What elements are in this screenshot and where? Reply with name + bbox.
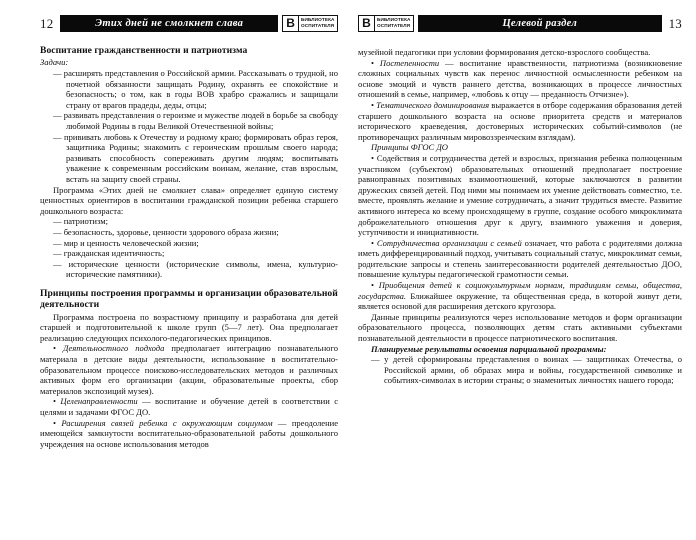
list-item: — гражданская идентичность;: [40, 248, 338, 259]
principles-list-right: [358, 58, 682, 143]
body-left: [40, 45, 338, 449]
principles-list-left: [40, 343, 338, 449]
page-number-left: 12: [40, 15, 54, 31]
principle-text: означает, что работа с родителями должна иметь дифференцированный подход, учитывать социальный статус, микроклимат семьи, родительские запросы и степень заинтересованности родителей деятельностью ДОО, повышение культуры педагогической грамотности семьи.: [358, 237, 682, 280]
list-item: [358, 280, 682, 312]
methods-paragraph: Данные принципы реализуются через использование методов и форм организации образовательного процесса, позволяющих детям стать активными субъектами познавательной деятельности в процессе патриотического воспитания.: [358, 311, 682, 344]
list-item: — патриотизм;: [40, 216, 338, 227]
list-item: [358, 100, 682, 142]
logo-line-1: БИБЛИОТЕКА: [301, 17, 335, 23]
principle-term: Содействия и сотрудничества детей и взрослых, признания ребенка полноценным участником (субъектом) образовательных отношений: [358, 152, 682, 174]
running-head-right: [358, 8, 682, 38]
running-title-right: Целевой раздел: [502, 17, 578, 29]
logo-line-1: БИБЛИОТЕКА: [377, 17, 411, 23]
list-item: [358, 153, 682, 238]
tasks-label: Задачи:: [40, 57, 69, 68]
principles-intro-paragraph: Программа построена по возрастному принципу и разработана для детей старшей и подготовительной к школе групп (5—7 лет). Она предполагает реализацию следующих психолого-педагогических принципов.: [40, 311, 338, 343]
continuation-paragraph: музейной педагогики при условии формирования детско-взрослого сообщества.: [358, 47, 651, 57]
list-item: [40, 418, 338, 450]
running-title-bar-left: [60, 15, 278, 32]
principle-term: Деятельностного подхода: [63, 343, 165, 354]
principle-text: — воспитание и обучение детей в соответствии с целями и задачами ФГОС ДО.: [40, 396, 338, 418]
principle-term: Сотрудничества организации с семьей: [376, 237, 522, 248]
list-item: [358, 238, 682, 280]
fgos-subheading: Принципы ФГОС ДО: [371, 142, 448, 153]
planned-results-list: [358, 354, 682, 386]
values-list: [40, 216, 338, 280]
principle-text: предполагает интеграцию познавательного материала в детские виды деятельности, использование в воспитательно-образовательном процессе поисково-исследовательских методов и различных активных форм его организации (акции, образовательные проекты, сбор материалов экспозиций музея).: [40, 343, 338, 396]
page-right: [348, 0, 696, 540]
list-item: [40, 343, 338, 396]
list-item: — безопасность, здоровье, ценности здорового образа жизни;: [40, 227, 338, 238]
principle-term: Тематического доминирования: [376, 99, 490, 110]
logo-wordmark: [375, 16, 413, 31]
page-number-right: 13: [668, 15, 682, 31]
tasks-list: [40, 68, 338, 185]
list-item: — у детей сформированы представления о воинах — защитниках Отечества, о Российской армии, об образах мира и войны, государственной символике и событиях-символах в истории страны; о знаменитых личностях нашего города;: [358, 354, 682, 386]
logo-line-2: ОСПИТАТЕЛЯ: [301, 23, 335, 28]
list-item: [40, 396, 338, 417]
section-heading-principles: Принципы построения программы и организации образовательной деятельности: [40, 287, 338, 311]
logo-line-2: ОСПИТАТЕЛЯ: [377, 23, 411, 28]
list-item: — мир и ценность человеческой жизни;: [40, 238, 338, 249]
list-item: — прививать любовь к Отечеству и родному краю; формировать образ героя, защитника Родины; знакомить с героическим прошлым своего народа; развивать способность сопереживать другим людям; воспитывать уважение к современным российским воинам, желание, став взрослым, встать на защиту своей страны.: [40, 132, 338, 185]
running-title-bar-right: [418, 15, 662, 32]
logo-letter-v: В: [283, 16, 299, 31]
publisher-logo-right: [358, 15, 414, 32]
principle-text: — преодоление имеющейся замкнутости воспитательно-образовательной работы дошкольного учреждения на основе использования методов: [40, 417, 339, 449]
principle-text: Ближайшее окружение, та общественная среда, в которой живут дети, является основой для расширения детского кругозора.: [358, 290, 682, 312]
fgos-principles-list: [358, 153, 682, 312]
section-heading-patriotism: Воспитание гражданственности и патриотизма: [40, 45, 248, 56]
principle-text: выражается в отборе содержания образования детей старшего дошкольного возраста на основе приоритета средств и материалов исторического краеведения, достоверных исторических событий-символов (не противоречащих различным мировоззренческим взглядам).: [358, 99, 682, 142]
principle-term: Целенаправленности: [60, 396, 138, 407]
list-item: [358, 58, 682, 100]
list-item: — развивать представления о героизме и мужестве людей в борьбе за свободу любимой Родины в годы Великой Отечественной войны;: [40, 110, 338, 131]
principle-term: Постепенности: [379, 57, 440, 68]
running-title-left: Этих дней не смолкнет слава: [95, 17, 244, 29]
program-intro-paragraph: Программа «Этих дней не смолкнет слава» определяет единую систему ценностных ориентиров в воспитании гражданской позиции ребенка старшего дошкольного возраста:: [40, 184, 338, 216]
publisher-logo-left: [282, 15, 338, 32]
body-right: [358, 47, 682, 386]
principle-text: — воспитание нравственности, патриотизма (возникновение сложных социальных чувств как перенос личностной осмысленности ребенком на основе эмоций и чувств раннего детства, возникающих в процессе личностных отношений в семье, например, «любовь к отцу — преданность Отчизне»).: [358, 57, 682, 100]
running-head-left: [40, 8, 338, 38]
principle-text: предполагает построение равноправных позитивных взаимоотношений, которые заключаются в развитии дружеских связей детей. Под ними мы понимаем их умение действовать совместно, т.е. вместе, проявлять желание и умение сотрудничать, а значит трудиться вместе. Развитие активного интереса ко всему происходящему в группе, создание особого микроклимата доброжелательного отношения друг к другу, взаимного уважения и доверия, уступчивости и инициативности.: [358, 163, 682, 238]
principle-term: Расширения связей ребенка с окружающим социумом: [61, 417, 273, 428]
list-item: — расширять представления о Российской армии. Рассказывать о трудной, но почетной обязанности защищать Родину, охранять ее спокойствие и безопасность; о том, как в годы ВОВ храбро сражались и защищали страну от врагов прадеды, деды, отцы;: [40, 68, 338, 110]
list-item: — исторические ценности (исторические символы, имена, культурно-исторические памятники).: [40, 259, 338, 280]
principle-term: Приобщения детей к социокультурным нормам, традициям семьи, общества, государства.: [358, 280, 682, 301]
planned-results-subheading: Планируемые результаты освоения парциальной программы:: [371, 343, 607, 354]
logo-wordmark: [299, 16, 337, 31]
logo-letter-v: В: [359, 16, 375, 31]
